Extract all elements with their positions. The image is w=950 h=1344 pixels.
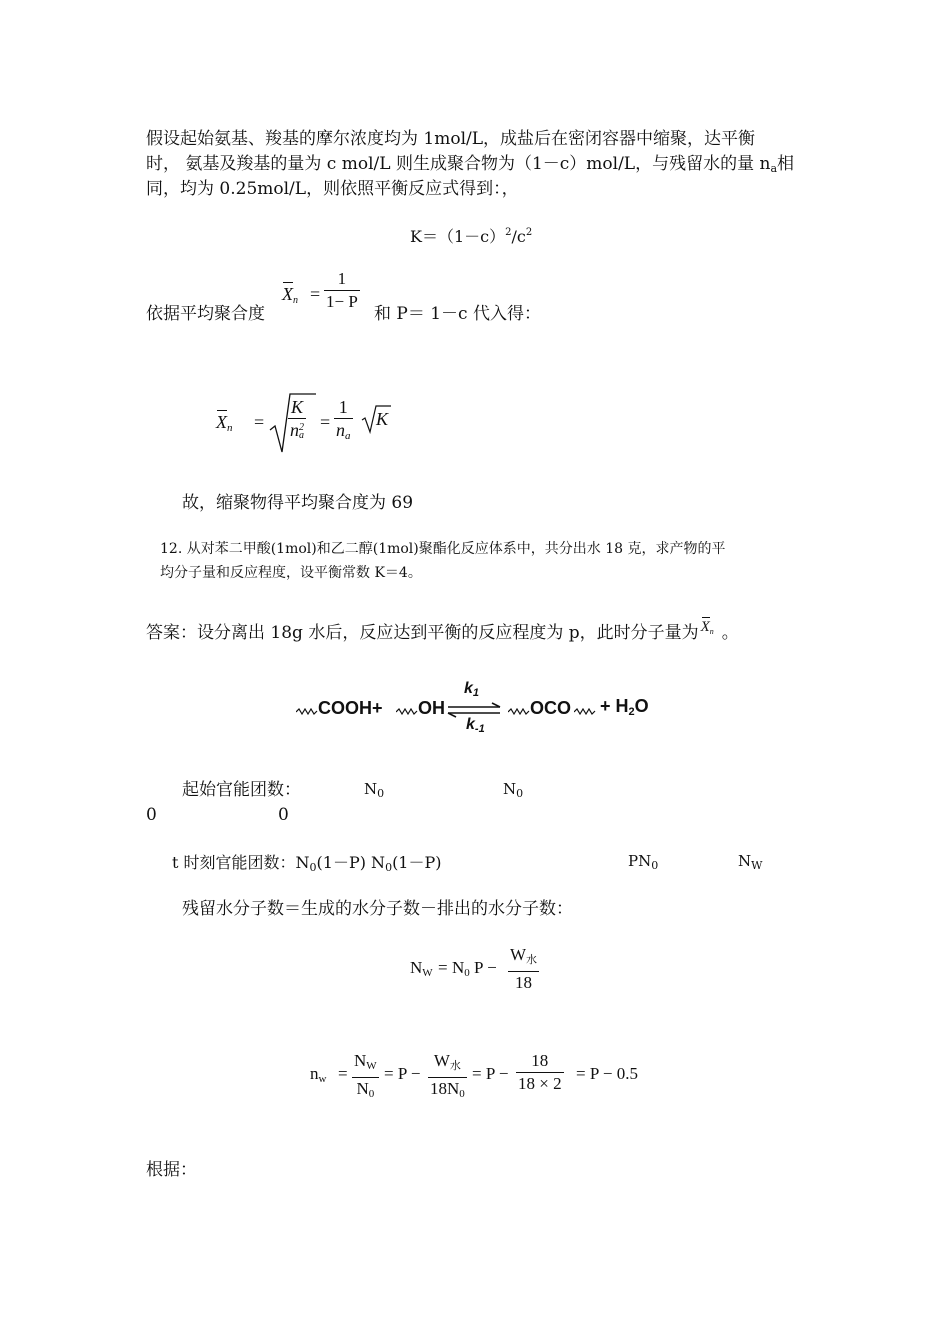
k-1: k — [466, 716, 475, 733]
k1-sub: 1 — [472, 687, 480, 699]
f1-frac2 — [334, 396, 353, 447]
para2-mid: 和 P＝ 1－c 代入得： — [374, 304, 541, 324]
f2-n0: N — [452, 958, 465, 977]
para1-line3: 同，均为 0.25mol/L，则依照平衡反应式得到：， — [146, 179, 519, 199]
para1-line2-text: 时， 氨基及羧基的量为 c mol/L 则生成聚合物为（1－c）mol/L，与残留水的量 n — [146, 154, 771, 174]
h2o-o: O — [634, 696, 649, 716]
f3-m3: = P − 0.5 — [576, 1064, 638, 1083]
f3-f1d-sub: 0 — [368, 1088, 375, 1100]
f3-f2d: 18N — [430, 1079, 460, 1098]
f3-f3d: 18 × 2 — [518, 1074, 562, 1093]
f3-lhs-sub: w — [318, 1073, 327, 1085]
answer-text: 答案：设分离出 18g 水后，反应达到平衡的反应程度为 p，此时分子量为 — [146, 623, 699, 643]
ri-c1-sub: 0 — [377, 787, 385, 800]
f2-num: W — [510, 945, 527, 964]
f3-frac2 — [428, 1050, 467, 1105]
f2-frac — [508, 944, 539, 994]
f2-num-sub: 水 — [526, 954, 538, 966]
answer-n: n — [709, 627, 714, 636]
reaction-scheme — [296, 682, 658, 740]
xn-symbol — [282, 284, 298, 306]
answer-line — [146, 618, 739, 643]
f2-p: P − — [474, 958, 497, 977]
reaction-mid: OH — [418, 698, 445, 718]
f1-frac2-sub: a — [345, 430, 351, 442]
f1-frac-num: K — [288, 396, 306, 419]
k-1-sub: -1 — [474, 723, 485, 735]
rt-s1: 0 — [309, 861, 317, 874]
formula-xn-sqrt — [214, 392, 394, 462]
row-t — [172, 850, 442, 874]
reaction-right: OCO — [530, 698, 572, 718]
para2-prefix: 依据平均聚合度 — [146, 304, 265, 324]
f3-f1n-sub: W — [366, 1060, 377, 1072]
h2o-sub: 2 — [628, 706, 635, 718]
f3-f2d-sub: 0 — [459, 1088, 465, 1100]
xn-x: X — [282, 284, 293, 304]
row-t-c3 — [628, 852, 658, 872]
f2-nw: N — [410, 958, 423, 977]
reaction-plus-h: + H — [600, 696, 629, 716]
f3-m2: = P − — [472, 1064, 509, 1083]
eq-k-sup: 2 — [505, 227, 512, 238]
f1-x: X — [216, 412, 227, 432]
xn-frac-den: 1− P — [326, 292, 358, 311]
para1-line1: 假设起始氨基、羧基的摩尔浓度均为 1mol/L，成盐后在密闭容器中缩聚，达平衡 — [146, 129, 756, 149]
problem12-line2: 均分子量和反应程度，设平衡常数 K＝4。 — [160, 565, 422, 581]
residual-text: 残留水分子数＝生成的水分子数－排出的水分子数： — [182, 899, 573, 919]
row-initial-c1 — [364, 780, 384, 800]
f1-sup: 2 — [299, 422, 304, 433]
f3-f2n-sub: 水 — [449, 1060, 461, 1072]
ri-c2-sub: 0 — [516, 787, 524, 800]
wavy-chain-icon — [396, 708, 418, 716]
f3-f3n: 18 — [516, 1050, 564, 1073]
xn-eq: = — [310, 284, 321, 304]
problem12-line1: 12. 从对苯二甲酸(1mol)和乙二醇(1mol)聚酯化反应体系中，共分出水 18 克，求产物的平 — [160, 541, 726, 557]
f3-f1n: N — [354, 1051, 367, 1070]
row-initial-c4: 0 — [278, 805, 289, 825]
ri-c1: N — [364, 780, 378, 798]
f2-den: 18 — [515, 973, 533, 992]
answer-x: X — [700, 619, 710, 635]
rt-s2: 0 — [385, 861, 393, 874]
f1-sub: a — [299, 430, 304, 441]
f1-frac2-num: 1 — [334, 396, 353, 419]
basis-text: 根据： — [146, 1160, 197, 1180]
f2-n0-sub: 0 — [464, 967, 470, 979]
wavy-chain-icon — [296, 708, 318, 716]
row-t-c4 — [738, 852, 762, 872]
eq-k-rhs: /c — [511, 227, 526, 246]
ri-c2: N — [503, 780, 517, 798]
f3-m1: = P − — [384, 1064, 421, 1083]
eq-k-lhs: K＝（1－c） — [410, 227, 506, 246]
f1-sqrt-k: K — [376, 409, 389, 429]
f3-frac3 — [516, 1050, 564, 1095]
f2-eq: = — [438, 958, 448, 977]
rt-c3-sub: 0 — [651, 859, 659, 872]
f3-lhs: n — [310, 1064, 319, 1083]
f3-frac1 — [352, 1050, 379, 1105]
row-initial-label: 起始官能团数： — [182, 780, 301, 800]
f3-f2n: W — [433, 1051, 450, 1070]
eq-k-sup2: 2 — [525, 227, 533, 238]
xn-frac-num: 1 — [324, 268, 360, 291]
rt-c4-sub: W — [751, 859, 763, 872]
f1-frac-den: n — [290, 420, 299, 440]
f1-frac — [288, 396, 306, 441]
row-initial-c3: 0 — [146, 805, 157, 825]
rt-mid2: (1－P) — [392, 853, 442, 872]
f2-nw-sub: W — [422, 967, 433, 979]
answer-end: 。 — [721, 623, 739, 643]
rt-label: t 时刻官能团数：N — [172, 853, 310, 872]
para1-line2-end: 相 — [777, 154, 795, 174]
f1-eq2: = — [320, 412, 331, 432]
rt-c3: PN — [628, 852, 652, 870]
f1-eq: = — [254, 412, 265, 432]
reaction-left: COOH+ — [318, 698, 383, 718]
row-initial-c2 — [503, 780, 523, 800]
wavy-chain-icon — [574, 708, 596, 716]
rt-mid1: (1－P) N — [316, 853, 386, 872]
para1-line2-sub: a — [770, 162, 778, 175]
formula-nw — [410, 944, 550, 996]
xn-fraction — [324, 268, 360, 313]
formula-nw-small — [310, 1050, 650, 1102]
f3-f1d: N — [356, 1079, 369, 1098]
equation-k — [410, 224, 532, 247]
k1: k — [464, 680, 473, 697]
f1-n: n — [227, 422, 233, 434]
wavy-chain-icon — [508, 708, 530, 716]
f1-frac2-den: n — [336, 420, 345, 440]
f3-eq: = — [338, 1064, 348, 1083]
xn-n: n — [293, 295, 298, 306]
rt-c4: N — [738, 852, 752, 870]
conclusion: 故，缩聚物得平均聚合度为 69 — [182, 493, 414, 513]
